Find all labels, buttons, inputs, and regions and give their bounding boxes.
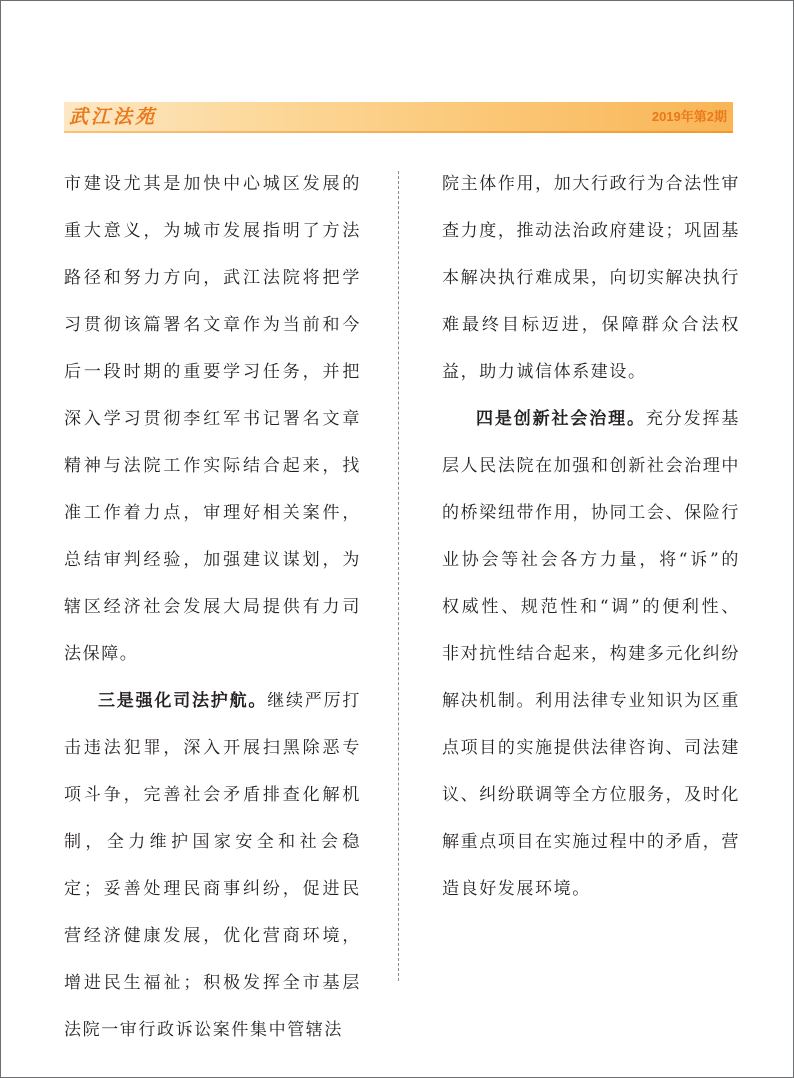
journal-name: 武江法苑 xyxy=(69,106,158,128)
right-paragraph-continued: 院主体作用，加大行政行为合法性审查力度，推动法治政府建设；巩固基本解决执行难成果，向切实解决执行难最终目标迈进，保障群众合法权益，助力诚信体系建设。 xyxy=(442,174,740,382)
issue-number: 2019年第2期 xyxy=(651,109,727,124)
left-paragraph-continued: 市建设尤其是加快中心城区发展的重大意义，为城市发展指明了方法路径和努力方向，武江法院将把学习贯彻该篇署名文章作为当前和今后一段时期的重要学习任务，并把深入学习贯彻李红军书记署名文章精神与法院工作实际结合起来，找准工作着力点，审理好相关案件，总结审判经验，加强建议谋划，为辖区经济社会发展大局提供有力司法保障。 xyxy=(64,174,361,664)
section-four-body: 充分发挥基层人民法院在加强和创新社会治理中的桥梁纽带作用，协同工会、保险行业协会等社会各方力量，将“诉”的权威性、规范性和“调”的便利性、非对抗性结合起来，构建多元化纠纷解决机制。利用法律专业知识为区重点项目的实施提供法律咨询、司法建议、纠纷联调等全方位服务，及时化解重点项目在实施过程中的矛盾，营造良好发展环境。 xyxy=(442,409,740,899)
left-paragraph-section-three xyxy=(64,678,361,1054)
right-paragraph-section-four xyxy=(442,396,740,913)
section-three-heading: 三是强化司法护航。 xyxy=(98,691,268,711)
header-rule xyxy=(64,131,733,133)
right-column xyxy=(442,161,740,913)
header-band xyxy=(64,102,733,132)
section-four-heading: 四是创新社会治理。 xyxy=(476,409,646,429)
section-three-body: 继续严厉打击违法犯罪，深入开展扫黑除恶专项斗争，完善社会矛盾排查化解机制，全力维护国家安全和社会稳定；妥善处理民商事纠纷，促进民营经济健康发展，优化营商环境，增进民生福祉；积极发挥全市基层法院一审行政诉讼案件集中管辖法 xyxy=(64,691,362,1040)
column-divider xyxy=(398,171,399,981)
left-column xyxy=(64,161,361,1054)
